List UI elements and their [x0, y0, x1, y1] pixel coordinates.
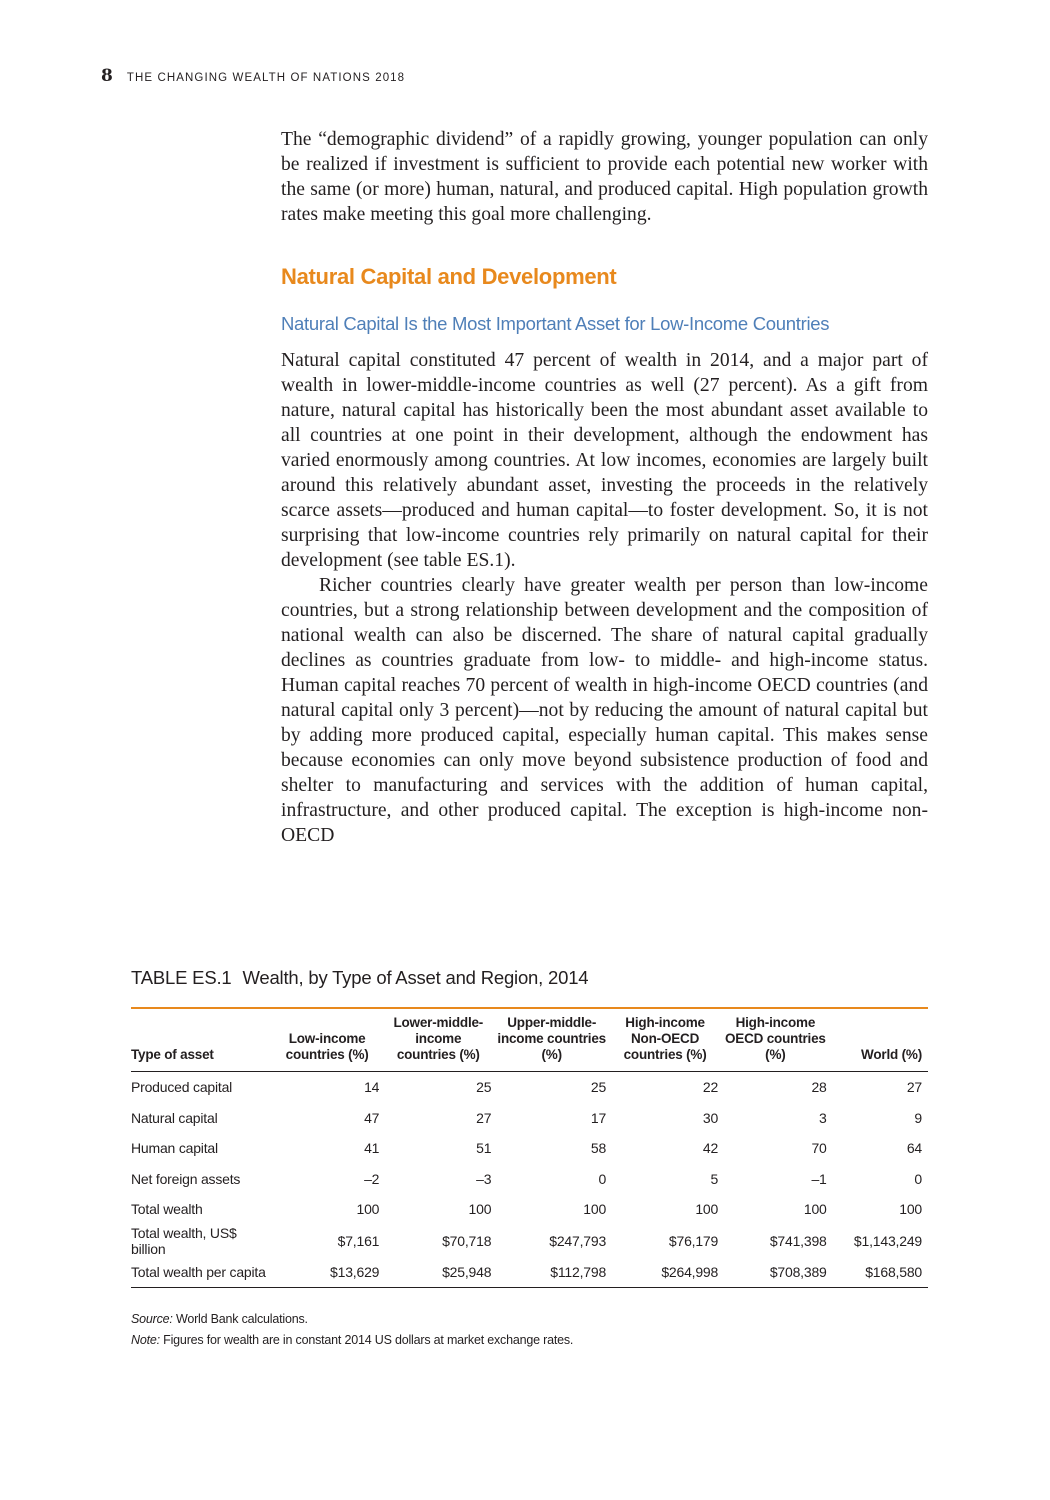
table-top-rule	[131, 1007, 928, 1009]
table-cell: 100	[583, 1201, 607, 1218]
table-header-row	[131, 1015, 928, 1072]
table-cell: $168,580	[833, 1257, 928, 1288]
table-row	[131, 1194, 928, 1225]
row-label: Total wealth	[131, 1201, 203, 1218]
book-title: THE CHANGING WEALTH OF NATIONS 2018	[126, 72, 406, 84]
table-cell: 3	[819, 1109, 827, 1126]
wealth-table	[131, 1015, 928, 1288]
table-cell: 22	[702, 1079, 719, 1096]
table-cell: 25	[590, 1079, 607, 1096]
table-cell: 64	[906, 1140, 922, 1157]
table-row	[131, 1164, 928, 1195]
body-paragraph-2: Richer countries clearly have greater wealth per person than low-income countries, but a strong relationship between development and the composition of national wealth can also be discerned. The share of natural capital gradually declines as countries graduate from low- to middle- and high-income status. Human capital reaches 70 percent of wealth in high-income OECD countries (and natural capital only 3 percent)—not by reducing the amount of natural capital but by adding more produced capital, especially human capital. This makes sense because economies can only move beyond subsistence production of food and shelter to manufacturing and services with the addition of human capital, infrastructure, and other produced capital. The exception is high-income non-OECD	[281, 575, 928, 846]
table-cell: 100	[356, 1201, 380, 1218]
intro-text	[281, 127, 928, 227]
table-cell: –2	[364, 1170, 380, 1187]
table-cell: 58	[590, 1140, 607, 1157]
table-cell: 27	[476, 1109, 492, 1126]
body-text	[281, 348, 928, 848]
table-cell: $112,798	[497, 1257, 612, 1288]
table-cell: –1	[811, 1170, 827, 1187]
table-cell: $13,629	[275, 1257, 385, 1288]
table-cell: 100	[695, 1201, 719, 1218]
table-cell: 0	[914, 1170, 922, 1187]
table-cell: 100	[803, 1201, 827, 1218]
table-cell: $70,718	[442, 1232, 492, 1249]
row-label: Human capital	[131, 1140, 218, 1157]
table-cell: 0	[598, 1170, 607, 1187]
table-label: TABLE ES.1	[131, 967, 232, 988]
row-label: Produced capital	[131, 1079, 233, 1096]
table-caption: Wealth, by Type of Asset and Region, 2014	[242, 967, 589, 988]
header-high-income-oecd: High-income OECD countries (%)	[724, 1015, 833, 1072]
table-cell: 51	[476, 1140, 492, 1157]
section-heading: Natural Capital and Development	[281, 264, 617, 289]
table-cell: 100	[468, 1201, 492, 1218]
table-cell: 5	[710, 1170, 719, 1187]
table-cell: $1,143,249	[853, 1232, 922, 1249]
table-cell: $76,179	[668, 1232, 719, 1249]
running-head	[101, 66, 405, 94]
source-text: World Bank calculations.	[175, 1312, 308, 1326]
table-cell: 25	[476, 1079, 492, 1096]
intro-paragraph: The “demographic dividend” of a rapidly growing, younger population can only be realized if investment is sufficient to provide each potential new worker with the same (or more) human, natural, and produced capital. High population growth rates make meeting this goal more challenging.	[281, 129, 928, 225]
subsection-heading: Natural Capital Is the Most Important Asset for Low-Income Countries	[281, 313, 830, 334]
table-cell: 27	[906, 1079, 922, 1096]
table-cell: 30	[702, 1109, 719, 1126]
table-cell: 9	[914, 1109, 922, 1126]
table-footnotes	[131, 1309, 928, 1351]
row-label: Natural capital	[131, 1109, 218, 1126]
header-lower-middle-income: Lower-middle-income countries (%)	[385, 1015, 497, 1072]
body-paragraph-1: Natural capital constituted 47 percent of wealth in 2014, and a major part of wealth in lower-middle-income countries as well (27 percent). As a gift from nature, natural capital has historically been the most abundant asset available to all countries at one point in their development, although the endowment has varied enormously among countries. At low incomes, economies are largely built around this relatively abundant asset, investing the proceeds in the relatively scarce assets—produced and human capital—to foster development. So, it is not surprising that low-income countries rely primarily on natural capital for their development (see table ES.1).	[281, 350, 928, 571]
table-cell: 70	[811, 1140, 827, 1157]
table-row	[131, 1103, 928, 1134]
source-label: Source:	[131, 1312, 173, 1326]
table-cell: 47	[364, 1109, 380, 1126]
header-type-of-asset: Type of asset	[131, 1015, 275, 1072]
note	[131, 1330, 928, 1351]
table-cell: 28	[811, 1079, 827, 1096]
page-number: 8	[101, 66, 113, 86]
note-label: Note:	[131, 1333, 160, 1347]
table-row	[131, 1225, 928, 1257]
table-cell: $25,948	[385, 1257, 497, 1288]
table-cell: $7,161	[337, 1232, 380, 1249]
note-text: Figures for wealth are in constant 2014 US dollars at market exchange rates.	[163, 1333, 574, 1347]
row-label: Net foreign assets	[131, 1170, 241, 1187]
table-row	[131, 1072, 928, 1103]
header-upper-middle-income: Upper-middle-income countries (%)	[497, 1015, 612, 1072]
table-cell: 100	[899, 1201, 922, 1218]
table-row	[131, 1257, 928, 1288]
table-cell: 41	[364, 1140, 380, 1157]
header-low-income: Low-income countries (%)	[275, 1015, 385, 1072]
table-cell: $264,998	[612, 1257, 724, 1288]
header-high-income-non-oecd: High-income Non-OECD countries (%)	[612, 1015, 724, 1072]
table-cell: $247,793	[549, 1232, 607, 1249]
table-cell: 17	[590, 1109, 607, 1126]
table-cell: 14	[364, 1079, 380, 1096]
source-note	[131, 1309, 928, 1330]
table-cell: –3	[476, 1170, 492, 1187]
table-cell: $741,398	[769, 1232, 827, 1249]
table-cell: $708,389	[724, 1257, 833, 1288]
row-label: Total wealth, US$ billion	[131, 1224, 237, 1257]
table-row	[131, 1133, 928, 1164]
row-label: Total wealth per capita	[131, 1257, 275, 1288]
table-title	[131, 967, 588, 989]
header-world: World (%)	[833, 1015, 928, 1072]
table-cell: 42	[702, 1140, 719, 1157]
